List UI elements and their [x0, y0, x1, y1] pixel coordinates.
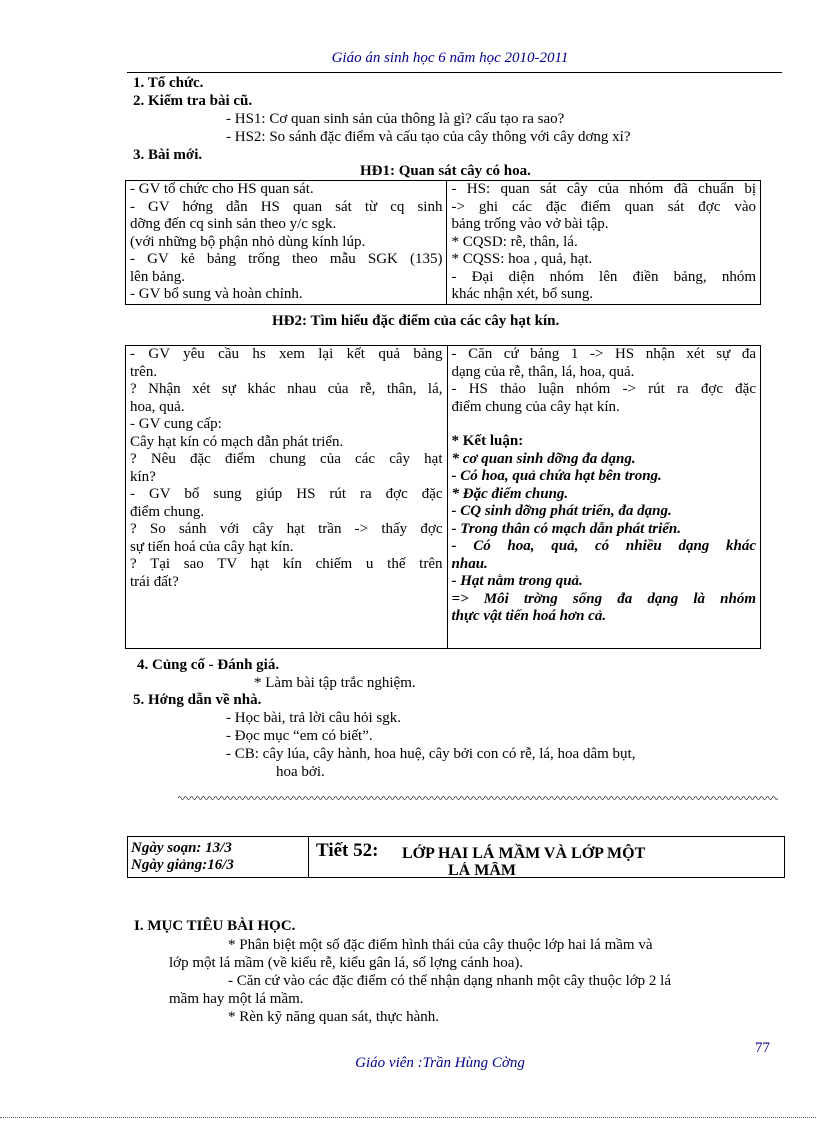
huong-dan-item: - Học bài, trả lời câu hỏi sgk. — [226, 710, 401, 726]
hd1-title: HĐ1: Quan sát cây có hoa. — [360, 163, 531, 179]
cell-line: - GV bổ sung giúp HS rút ra đợc đặc — [130, 486, 443, 502]
cell-line: sự tiến hoá của cây hạt kín. — [130, 538, 294, 555]
hd2-table — [125, 345, 761, 649]
lesson-header-divider — [308, 836, 309, 878]
spacer — [452, 416, 756, 433]
cell-line: - GV hớng dẫn HS quan sát từ cq sinh — [130, 198, 443, 215]
muc-tieu-line: * Rèn kỹ năng quan sát, thực hành. — [228, 1009, 440, 1025]
lesson-title-line2: LÁ MẦM — [448, 862, 516, 876]
bottom-dotted-rule — [0, 1117, 816, 1118]
cell-line: hoa, quả. — [130, 398, 185, 415]
cell-line: => Môi trờng sống đa dạng là nhóm — [451, 590, 756, 607]
section-bai-moi: 3. Bài mới. — [133, 147, 203, 163]
cell-line: - Căn cứ bảng 1 -> HS nhận xét sự đa — [451, 346, 756, 362]
cung-co-item: * Làm bài tập trắc nghiệm. — [254, 675, 416, 691]
hd2-hs-lines — [452, 346, 756, 416]
muc-tieu-line: - Căn cứ vào các đặc điểm có thể nhận dạng nhanh một cây thuộc lớp 2 lá — [228, 973, 671, 989]
cell-line: - Đại diện nhóm lên điền bảng, nhóm — [451, 268, 756, 285]
cell-line: ? Nhận xét sự khác nhau của rễ, thân, lá, — [130, 381, 443, 397]
hd1-table — [125, 180, 761, 305]
cell-line: * CQSD: rễ, thân, lá. — [451, 233, 578, 250]
header-rule — [127, 72, 782, 73]
lesson-title-line1: LỚP HAI LÁ MẦM VÀ LỚP MỘT — [402, 845, 646, 862]
huong-dan-item: - Đọc mục “em có biết”. — [226, 728, 373, 744]
cell-line: - CQ sinh dỡng phát triển, đa dạng. — [451, 503, 672, 519]
cell-line: khác nhận xét, bổ sung. — [451, 286, 594, 302]
muc-tieu-line: mầm hay một lá mầm. — [169, 991, 304, 1007]
wavy-separator — [178, 795, 778, 801]
hd2-hs-cell — [447, 346, 760, 649]
cell-line: kín? — [130, 468, 156, 485]
muc-tieu-line: * Phân biệt một số đặc điểm hình thái của cây thuộc lớp hai lá mầm và — [228, 937, 653, 953]
cell-line: bảng trống vào vở bài tập. — [451, 216, 609, 232]
cell-line: thực vật tiến hoá hơn cả. — [451, 608, 607, 624]
cell-line: - GV tổ chức cho HS quan sát. — [130, 181, 314, 197]
cell-line: - GV cung cấp: — [130, 416, 222, 432]
hd2-conclusion-lines — [452, 451, 756, 626]
question-hs1: - HS1: Cơ quan sinh sản của thông là gì? cấu tạo ra sao? — [226, 111, 565, 127]
cell-line: - Trong thân có mạch dẫn phát triển. — [451, 520, 681, 537]
cell-line: ? Tại sao TV hạt kín chiếm u thế trên — [130, 556, 443, 572]
hd1-gv-lines — [130, 181, 442, 304]
cell-line: nhau. — [451, 555, 488, 572]
page-header: Giáo án sinh học 6 năm học 2010-2011 — [331, 50, 569, 66]
cell-line: - Có hoa, quả chứa hạt bên trong. — [451, 468, 662, 484]
cell-line: - GV bổ sung và hoàn chỉnh. — [130, 286, 303, 302]
cell-line: Cây hạt kín có mạch dẫn phát triển. — [130, 433, 344, 450]
section-to-chuc: 1. Tổ chức. — [133, 75, 204, 91]
cell-line: * CQSS: hoa , quả, hạt. — [451, 251, 593, 267]
cell-line: ? So sánh với cây hạt trần -> thấy đợc — [130, 521, 443, 537]
cell-line: ? Nêu đặc điểm chung của các cây hạt — [130, 451, 443, 467]
cell-line: - HS thảo luận nhóm -> rút ra đợc đặc — [451, 381, 756, 397]
lesson-number: Tiết 52: — [316, 840, 379, 861]
cell-line: - Có hoa, quả, có nhiều dạng khác — [451, 538, 756, 554]
cell-line: - HS: quan sát cây của nhóm đã chuẩn bị — [451, 181, 756, 197]
cell-line: - Hạt nằm trong quả. — [451, 573, 583, 589]
hd2-title: HĐ2: Tìm hiểu đặc điểm của các cây hạt kín. — [272, 313, 560, 329]
hd1-gv-cell — [126, 181, 447, 305]
cell-line: (với những bộ phận nhỏ dùng kính lúp. — [130, 233, 366, 250]
section-cung-co: 4. Củng cố - Đánh giá. — [137, 657, 280, 673]
ngay-giang: Ngày giảng:16/3 — [131, 857, 234, 873]
conclusion-title: * Kết luận: — [451, 433, 524, 449]
cell-line: * Đặc điểm chung. — [451, 485, 569, 502]
cell-line: trái đất? — [130, 573, 179, 590]
hd1-hs-lines — [451, 181, 756, 304]
muc-tieu-line: lớp một lá mầm (về kiểu rễ, kiểu gân lá, số lợng cánh hoa). — [169, 955, 524, 971]
section-kiem-tra: 2. Kiểm tra bài cũ. — [133, 93, 253, 109]
cell-line: - GV yêu cầu hs xem lại kết quả bảng — [130, 346, 443, 362]
hd2-gv-lines — [130, 346, 443, 591]
cell-line: trên. — [130, 363, 158, 380]
cell-line: * cơ quan sinh dỡng đa dạng. — [451, 450, 636, 467]
hd1-hs-cell — [447, 181, 761, 305]
question-hs2: - HS2: So sánh đặc điểm và cấu tạo của cây thông với cây dơng xỉ? — [226, 129, 631, 145]
muc-tieu-heading: I. MỤC TIÊU BÀI HỌC. — [134, 918, 296, 934]
cell-line: - GV kẻ bảng trống theo mẫu SGK (135) — [130, 251, 443, 267]
huong-dan-item: - CB: cây lúa, cây hành, hoa huệ, cây bởi con có rễ, lá, hoa dâm bụt, — [226, 746, 636, 762]
cell-line: dạng của rễ, thân, lá, hoa, quả. — [451, 363, 635, 380]
ngay-soan: Ngày soạn: 13/3 — [131, 840, 232, 856]
section-huong-dan: 5. Hớng dẫn về nhà. — [133, 692, 262, 708]
cell-line: lên bảng. — [130, 268, 185, 285]
cell-line: dỡng đến cq sinh sản theo y/c sgk. — [130, 216, 337, 232]
cell-line: điểm chung. — [130, 503, 205, 520]
cell-line: điểm chung của cây hạt kín. — [451, 398, 620, 415]
hd2-gv-cell — [126, 346, 448, 649]
huong-dan-item: hoa bởi. — [276, 764, 325, 780]
page-footer: Giáo viên :Trần Hùng Cờng — [355, 1055, 525, 1071]
page-number: 77 — [755, 1040, 770, 1056]
cell-line: -> ghi các đặc điểm quan sát đợc vào — [451, 198, 756, 215]
